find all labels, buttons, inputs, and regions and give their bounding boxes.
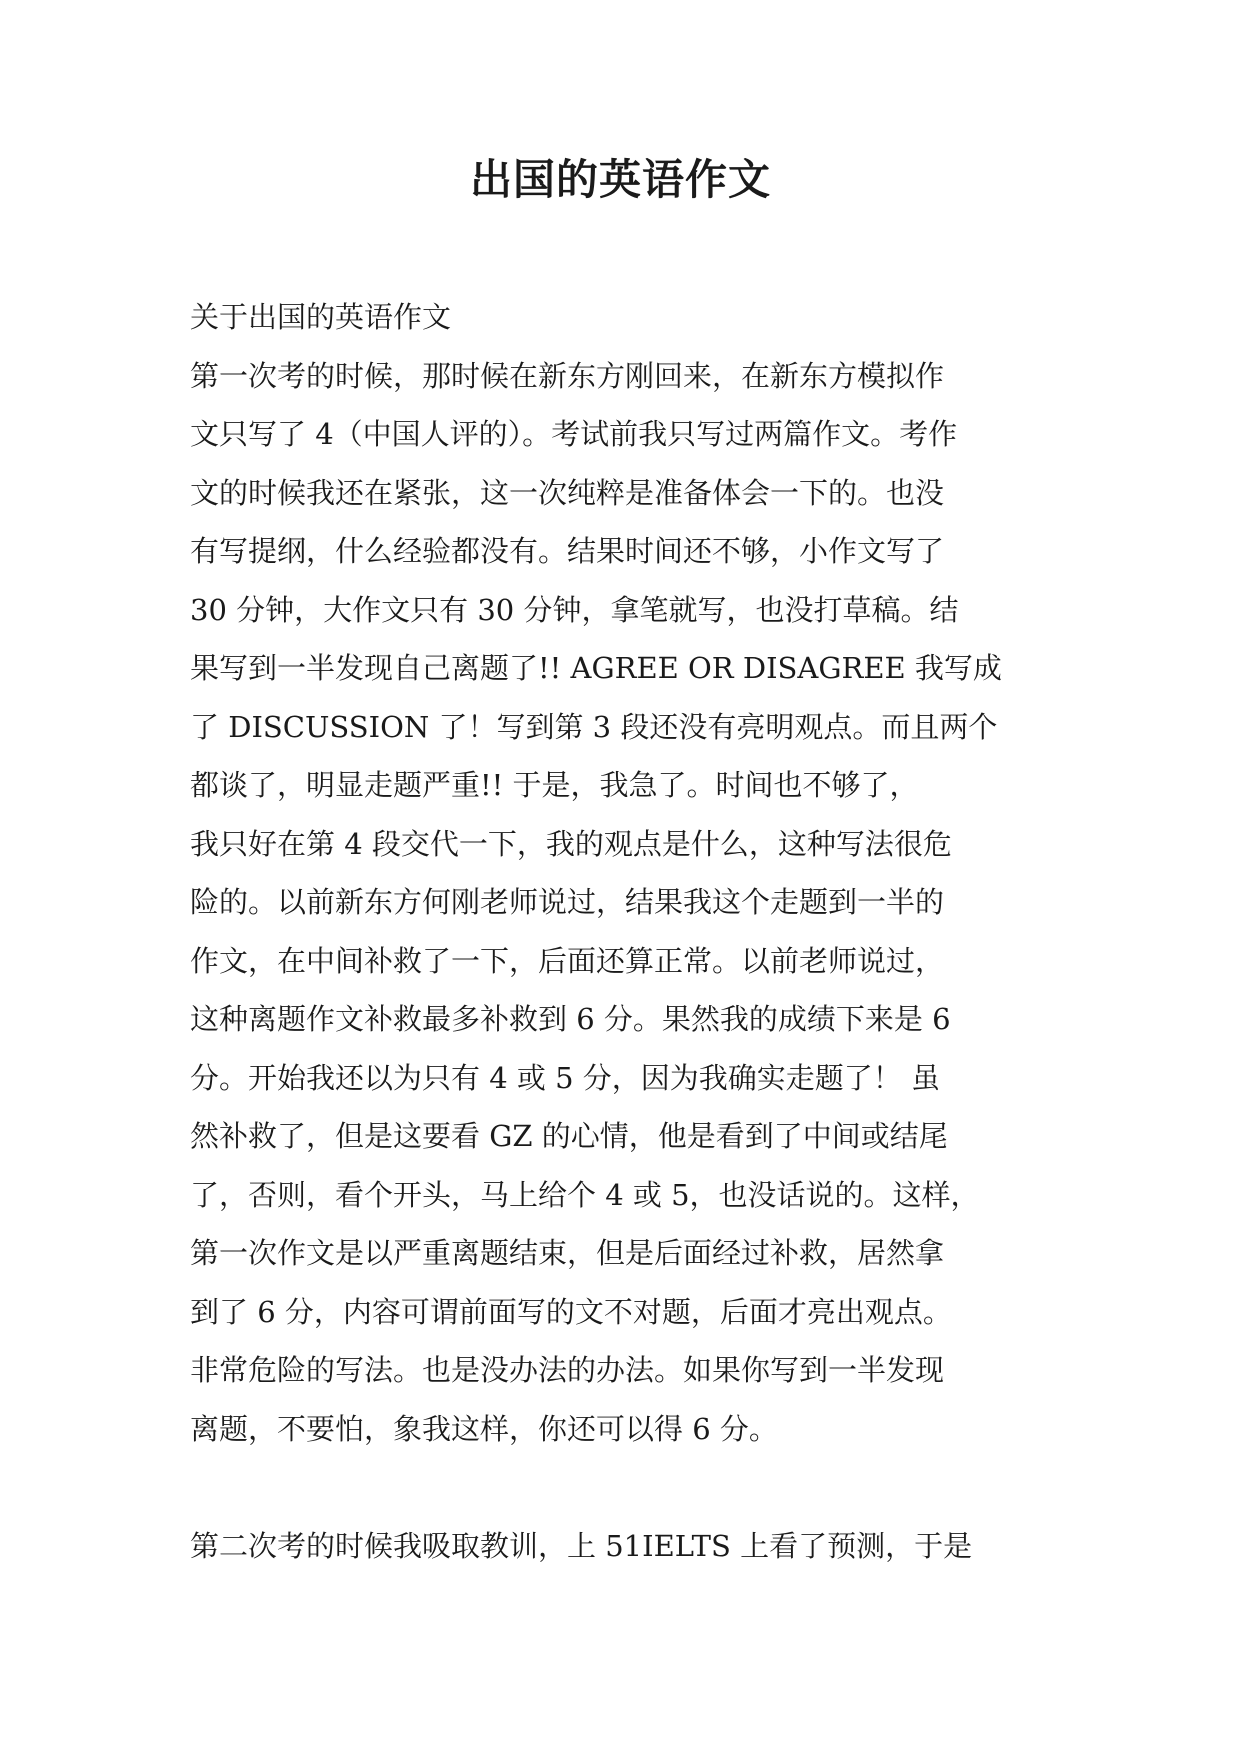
paragraph-line: 有写提纲，什么经验都没有。结果时间还不够，小作文写了 xyxy=(190,534,945,568)
paragraph-line: 文只写了 4（中国人评的）。考试前我只写过两篇作文。考作 xyxy=(190,417,958,451)
paragraph-line: 作文，在中间补救了一下，后面还算正常。以前老师说过， xyxy=(190,943,945,978)
paragraph-line: 第一次作文是以严重离题结束，但是后面经过补救，居然拿 xyxy=(190,1236,945,1270)
paragraph-line: 第二次考的时候我吸取教训，上 51IELTS 上看了预测，于是 xyxy=(190,1528,973,1563)
subtitle-line: 关于出国的英语作文 xyxy=(190,300,452,334)
paragraph-line: 了 DISCUSSION 了！写到第 3 段还没有亮明观点。而且两个 xyxy=(190,709,998,744)
paragraph-line: 文的时候我还在紧张，这一次纯粹是准备体会一下的。也没 xyxy=(190,475,945,510)
paragraph-line: 这种离题作文补救最多补救到 6 分。果然我的成绩下来是 6 xyxy=(190,1002,951,1036)
paragraph-spacer xyxy=(190,1458,1062,1517)
paragraph-line: 然补救了，但是这要看 GZ 的心情，他是看到了中间或结尾 xyxy=(190,1119,948,1153)
paragraph-line: 险的。以前新东方何刚老师说过，结果我这个走题到一半的 xyxy=(190,885,945,919)
paragraph-line: 了，否则，看个开头，马上给个 4 或 5，也没话说的。这样， xyxy=(190,1177,980,1212)
paragraph-line: 到了 6 分，内容可谓前面写的文不对题，后面才亮出观点。 xyxy=(190,1294,952,1329)
paragraph-line: 我只好在第 4 段交代一下，我的观点是什么，这种写法很危 xyxy=(190,826,952,861)
paragraph-line: 非常危险的写法。也是没办法的办法。如果你写到一半发现 xyxy=(190,1353,945,1387)
paragraph-line: 30 分钟，大作文只有 30 分钟，拿笔就写，也没打草稿。结 xyxy=(190,592,959,627)
document-body xyxy=(190,288,1062,1575)
paragraph-line: 离题，不要怕，象我这样，你还可以得 6 分。 xyxy=(190,1411,778,1446)
document-title: 出国的英语作文 xyxy=(469,155,771,204)
paragraph-line: 果写到一半发现自己离题了!! AGREE OR DISAGREE 我写成 xyxy=(190,651,1002,685)
paragraph-line: 第一次考的时候，那时候在新东方刚回来，在新东方模拟作 xyxy=(190,358,945,393)
paragraph-line: 都谈了，明显走题严重!! 于是，我急了。时间也不够了， xyxy=(190,768,919,802)
paragraph-line: 分。开始我还以为只有 4 或 5 分，因为我确实走题了！ 虽 xyxy=(190,1060,940,1095)
